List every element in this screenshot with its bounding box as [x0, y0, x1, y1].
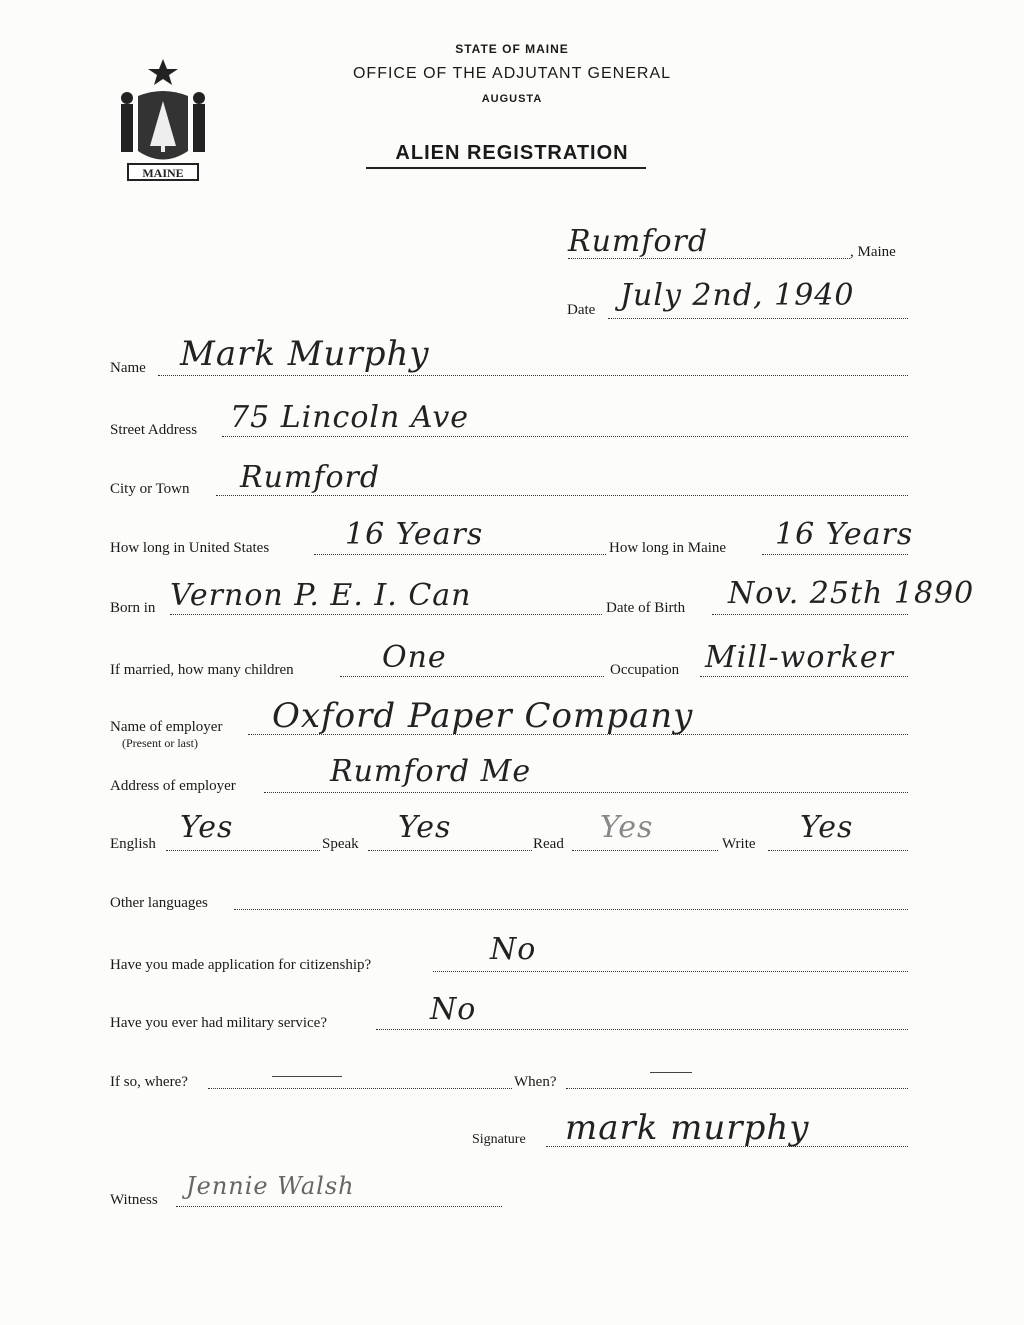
maine-state-seal-icon [110, 56, 216, 186]
write-value: Yes [800, 810, 854, 845]
dob-label: Date of Birth [606, 600, 686, 616]
maine-label: , Maine [850, 244, 896, 260]
how-long-maine-value: 16 Years [775, 517, 914, 552]
english-value: Yes [180, 810, 234, 845]
city-value: Rumford [240, 460, 381, 495]
read-label: Read [533, 836, 564, 852]
employer-note: (Present or last) [122, 736, 198, 750]
city-label: City or Town [110, 481, 190, 497]
signature-value: mark murphy [565, 1108, 810, 1148]
date-dots [608, 318, 908, 319]
employer-label: Name of employer [110, 719, 223, 735]
where-label: If so, where? [110, 1074, 188, 1090]
how-long-maine-dots [762, 554, 908, 555]
state-heading: STATE OF MAINE [455, 42, 569, 56]
military-value: No [430, 992, 477, 1027]
title-underline [366, 167, 646, 169]
svg-text:MAINE: MAINE [142, 166, 184, 180]
when-dots [566, 1088, 908, 1089]
employer-address-dots [264, 792, 908, 793]
when-label: When? [514, 1074, 557, 1090]
street-value: 75 Lincoln Ave [230, 400, 470, 435]
how-long-us-label: How long in United States [110, 540, 270, 556]
children-value: One [382, 640, 447, 675]
speak-dots [368, 850, 532, 851]
married-dots [340, 676, 604, 677]
english-dots [166, 850, 320, 851]
where-dots [208, 1088, 512, 1089]
when-dash [650, 1072, 692, 1073]
how-long-us-value: 16 Years [345, 517, 484, 552]
military-dots [376, 1029, 908, 1030]
dob-dots [712, 614, 908, 615]
signature-label: Signature [472, 1132, 526, 1147]
write-label: Write [722, 836, 756, 852]
how-long-us-dots [314, 554, 606, 555]
employer-value: Oxford Paper Company [272, 696, 694, 736]
speak-value: Yes [398, 810, 452, 845]
town-value: Rumford [568, 224, 709, 259]
occupation-dots [700, 676, 908, 677]
write-dots [768, 850, 908, 851]
employer-address-label: Address of employer [110, 778, 236, 794]
name-dots [158, 375, 908, 376]
street-dots [222, 436, 908, 437]
witness-value: Jennie Walsh [186, 1172, 355, 1200]
born-in-dots [170, 614, 602, 615]
date-label: Date [567, 302, 596, 318]
citizenship-label: Have you made application for citizenship? [110, 957, 372, 973]
date-value: July 2nd, 1940 [620, 278, 855, 313]
town-dots [568, 258, 850, 259]
office-heading: OFFICE OF THE ADJUTANT GENERAL [352, 65, 672, 82]
city-dots [216, 495, 908, 496]
employer-address-value: Rumford Me [330, 754, 532, 789]
citizenship-value: No [490, 932, 537, 967]
witness-dots [176, 1206, 502, 1207]
occupation-label: Occupation [610, 662, 680, 678]
other-languages-dots [234, 909, 908, 910]
how-long-maine-label: How long in Maine [609, 540, 727, 556]
born-in-label: Born in [110, 600, 156, 616]
married-label: If married, how many children [110, 662, 294, 678]
speak-label: Speak [322, 836, 359, 852]
city-heading: AUGUSTA [481, 93, 543, 105]
read-value: Yes [600, 810, 654, 845]
born-in-value: Vernon P. E. I. Can [170, 578, 472, 613]
witness-label: Witness [110, 1192, 158, 1208]
citizenship-dots [433, 971, 908, 972]
occupation-value: Mill-worker [705, 640, 894, 675]
read-dots [572, 850, 718, 851]
dob-value: Nov. 25th 1890 [728, 576, 975, 611]
english-label: English [110, 836, 156, 852]
where-dash [272, 1076, 342, 1077]
other-languages-label: Other languages [110, 895, 208, 911]
name-value: Mark Murphy [180, 334, 430, 374]
form-title: ALIEN REGISTRATION [395, 142, 629, 164]
street-label: Street Address [110, 422, 198, 438]
name-label: Name [110, 360, 146, 376]
military-label: Have you ever had military service? [110, 1015, 327, 1031]
